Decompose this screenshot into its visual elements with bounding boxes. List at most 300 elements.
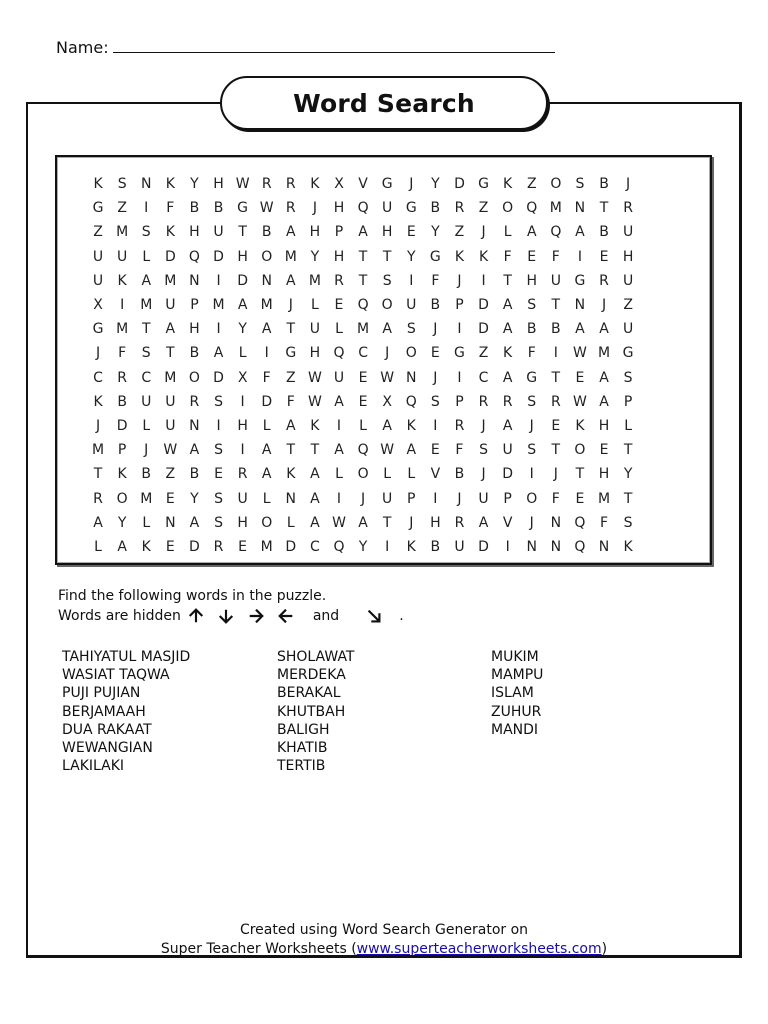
grid-letter[interactable]: U — [141, 393, 152, 410]
grid-letter[interactable]: S — [141, 345, 151, 362]
grid-letter[interactable]: N — [406, 369, 417, 386]
grid-letter[interactable]: I — [216, 321, 221, 338]
grid-letter[interactable]: Y — [310, 248, 320, 265]
grid-letter[interactable]: L — [335, 466, 343, 483]
grid-letter[interactable]: O — [381, 297, 393, 314]
grid-letter[interactable]: S — [214, 393, 223, 410]
grid-letter[interactable]: K — [310, 176, 320, 193]
grid-letter[interactable]: W — [332, 514, 346, 531]
grid-letter[interactable]: A — [261, 321, 272, 338]
grid-letter[interactable]: N — [189, 272, 200, 289]
grid-letter[interactable]: H — [213, 176, 224, 193]
grid-letter[interactable]: S — [117, 176, 127, 193]
grid-letter[interactable]: L — [238, 345, 247, 362]
grid-letter[interactable]: F — [262, 369, 271, 386]
grid-letter[interactable]: P — [190, 297, 199, 314]
grid-letter[interactable]: R — [261, 176, 272, 193]
grid-letter[interactable]: R — [189, 393, 200, 410]
grid-letter[interactable]: K — [575, 417, 585, 434]
grid-letter[interactable]: A — [189, 442, 200, 459]
grid-letter[interactable]: J — [457, 490, 462, 507]
grid-letter[interactable]: U — [333, 369, 345, 386]
grid-letter[interactable]: K — [93, 176, 103, 193]
grid-letter[interactable]: E — [358, 369, 368, 386]
grid-letter[interactable]: K — [454, 248, 465, 265]
grid-letter[interactable]: E — [599, 442, 609, 459]
grid-letter[interactable]: F — [118, 345, 127, 362]
grid-letter[interactable]: R — [502, 393, 513, 410]
grid-letter[interactable]: M — [116, 224, 129, 241]
grid-letter[interactable]: I — [433, 417, 438, 434]
grid-letter[interactable]: D — [237, 272, 248, 289]
grid-letter[interactable]: L — [94, 538, 102, 555]
grid-letter[interactable]: Q — [526, 200, 538, 217]
grid-letter[interactable]: A — [382, 417, 392, 434]
grid-letter[interactable]: J — [601, 297, 607, 314]
grid-letter[interactable]: I — [481, 272, 486, 289]
grid-letter[interactable]: M — [284, 248, 297, 265]
grid-letter[interactable]: X — [93, 297, 103, 314]
grid-letter[interactable]: C — [358, 345, 368, 362]
grid-letter[interactable]: L — [503, 224, 512, 241]
grid-letter[interactable]: Q — [357, 200, 369, 217]
grid-letter[interactable]: K — [117, 466, 127, 483]
grid-letter[interactable]: G — [381, 176, 393, 193]
grid-letter[interactable]: Q — [550, 224, 562, 241]
grid-letter[interactable]: B — [189, 466, 200, 483]
grid-letter[interactable]: W — [259, 200, 274, 217]
grid-letter[interactable]: J — [529, 514, 534, 531]
grid-letter[interactable]: W — [307, 393, 322, 410]
grid-letter[interactable]: N — [574, 297, 586, 314]
grid-letter[interactable]: U — [165, 417, 176, 434]
grid-letter[interactable]: F — [286, 393, 295, 410]
grid-letter[interactable]: E — [430, 442, 440, 459]
grid-letter[interactable]: E — [575, 369, 585, 386]
grid-letter[interactable]: W — [380, 442, 395, 459]
grid-letter[interactable]: E — [575, 490, 585, 507]
grid-letter[interactable]: S — [214, 514, 223, 531]
grid-letter[interactable]: Z — [478, 200, 489, 217]
grid-letter[interactable]: A — [502, 321, 513, 338]
grid-letter[interactable]: T — [310, 442, 320, 459]
grid-letter[interactable]: X — [334, 176, 344, 193]
grid-letter[interactable]: I — [385, 538, 390, 555]
grid-letter[interactable]: F — [551, 248, 560, 265]
grid-letter[interactable]: W — [573, 393, 587, 410]
grid-letter[interactable]: O — [550, 176, 562, 193]
grid-letter[interactable]: L — [262, 490, 271, 507]
grid-letter[interactable]: U — [213, 224, 224, 241]
grid-letter[interactable]: N — [598, 538, 610, 555]
grid-letter[interactable]: B — [599, 176, 609, 193]
grid-letter[interactable]: B — [454, 466, 465, 483]
grid-letter[interactable]: J — [361, 490, 366, 507]
grid-letter[interactable]: F — [527, 345, 536, 362]
grid-letter[interactable]: K — [93, 393, 103, 410]
grid-letter[interactable]: J — [553, 466, 558, 483]
grid-letter[interactable]: D — [213, 369, 224, 386]
grid-letter[interactable]: A — [141, 272, 152, 289]
grid-letter[interactable]: T — [623, 490, 633, 507]
grid-letter[interactable]: K — [503, 176, 513, 193]
grid-letter[interactable]: B — [430, 200, 441, 217]
grid-letter[interactable]: T — [551, 442, 561, 459]
grid-letter[interactable]: R — [93, 490, 103, 507]
grid-letter[interactable]: P — [503, 490, 512, 507]
grid-letter[interactable]: E — [214, 466, 223, 483]
grid-letter[interactable]: A — [261, 466, 272, 483]
grid-letter[interactable]: U — [165, 393, 176, 410]
grid-letter[interactable]: B — [117, 393, 127, 410]
grid-letter[interactable]: T — [382, 514, 392, 531]
grid-letter[interactable]: L — [624, 417, 633, 434]
grid-letter[interactable]: U — [117, 248, 128, 265]
grid-letter[interactable]: C — [141, 369, 152, 386]
website-link[interactable]: www.superteacherworksheets.com — [356, 941, 602, 957]
grid-letter[interactable]: F — [599, 514, 609, 531]
grid-letter[interactable]: U — [92, 272, 104, 289]
grid-letter[interactable]: J — [144, 442, 149, 459]
grid-letter[interactable]: S — [527, 297, 537, 314]
grid-letter[interactable]: O — [502, 200, 514, 217]
grid-letter[interactable]: H — [309, 224, 321, 241]
grid-letter[interactable]: H — [430, 514, 441, 531]
grid-letter[interactable]: K — [406, 538, 416, 555]
grid-letter[interactable]: A — [165, 321, 176, 338]
grid-letter[interactable]: W — [573, 345, 587, 362]
grid-letter[interactable]: Z — [478, 345, 489, 362]
grid-letter[interactable]: A — [310, 466, 320, 483]
grid-letter[interactable]: A — [478, 514, 489, 531]
grid-letter[interactable]: G — [574, 272, 586, 289]
grid-letter[interactable]: A — [334, 442, 344, 459]
grid-letter[interactable]: S — [527, 442, 537, 459]
grid-letter[interactable]: P — [623, 393, 633, 410]
grid-letter[interactable]: I — [216, 417, 221, 434]
grid-letter[interactable]: L — [286, 514, 295, 531]
grid-letter[interactable]: H — [622, 248, 634, 265]
grid-letter[interactable]: D — [261, 393, 273, 410]
grid-letter[interactable]: R — [213, 538, 224, 555]
grid-letter[interactable]: D — [116, 417, 128, 434]
grid-letter[interactable]: E — [406, 224, 416, 241]
grid-letter[interactable]: A — [502, 417, 513, 434]
grid-letter[interactable]: X — [382, 393, 392, 410]
grid-letter[interactable]: J — [481, 224, 486, 241]
grid-letter[interactable]: R — [285, 200, 296, 217]
grid-letter[interactable]: L — [142, 514, 151, 531]
grid-letter[interactable]: S — [214, 490, 223, 507]
grid-letter[interactable]: T — [382, 248, 392, 265]
grid-letter[interactable]: P — [117, 442, 127, 459]
grid-letter[interactable]: T — [575, 466, 585, 483]
grid-letter[interactable]: Q — [574, 514, 586, 531]
grid-letter[interactable]: I — [216, 272, 221, 289]
grid-letter[interactable]: A — [213, 345, 224, 362]
grid-letter[interactable]: S — [623, 369, 633, 386]
grid-letter[interactable]: Y — [623, 466, 633, 483]
grid-letter[interactable]: D — [285, 538, 297, 555]
grid-letter[interactable]: R — [454, 417, 465, 434]
grid-letter[interactable]: C — [93, 369, 103, 386]
grid-letter[interactable]: A — [599, 369, 609, 386]
grid-letter[interactable]: B — [551, 321, 561, 338]
grid-letter[interactable]: Q — [357, 297, 369, 314]
grid-letter[interactable]: E — [165, 538, 175, 555]
grid-letter[interactable]: I — [264, 345, 269, 362]
grid-letter[interactable]: G — [92, 321, 104, 338]
grid-letter[interactable]: G — [478, 176, 489, 193]
grid-letter[interactable]: R — [117, 369, 127, 386]
grid-letter[interactable]: H — [237, 514, 248, 531]
grid-letter[interactable]: Q — [188, 248, 200, 265]
grid-letter[interactable]: P — [455, 393, 464, 410]
grid-letter[interactable]: Z — [623, 297, 633, 314]
grid-letter[interactable]: A — [526, 224, 537, 241]
grid-letter[interactable]: U — [382, 200, 393, 217]
grid-letter[interactable]: C — [478, 369, 489, 386]
grid-letter[interactable]: H — [526, 272, 537, 289]
grid-letter[interactable]: T — [551, 369, 561, 386]
grid-letter[interactable]: N — [189, 417, 200, 434]
grid-letter[interactable]: N — [165, 514, 176, 531]
grid-letter[interactable]: A — [358, 514, 368, 531]
grid-letter[interactable]: Q — [574, 538, 586, 555]
grid-letter[interactable]: J — [409, 176, 414, 193]
grid-letter[interactable]: S — [430, 393, 440, 410]
grid-letter[interactable]: N — [285, 490, 297, 507]
grid-letter[interactable]: I — [336, 490, 342, 507]
grid-letter[interactable]: B — [213, 200, 224, 217]
grid-letter[interactable]: J — [433, 321, 438, 338]
grid-letter[interactable]: N — [550, 514, 562, 531]
grid-letter[interactable]: K — [286, 466, 296, 483]
grid-letter[interactable]: I — [457, 321, 462, 338]
grid-letter[interactable]: P — [334, 224, 344, 241]
grid-letter[interactable]: P — [455, 297, 464, 314]
grid-letter[interactable]: S — [527, 393, 537, 410]
grid-letter[interactable]: O — [188, 369, 200, 386]
grid-letter[interactable]: K — [165, 224, 175, 241]
grid-letter[interactable]: K — [503, 345, 513, 362]
grid-letter[interactable]: R — [478, 393, 489, 410]
grid-letter[interactable]: Q — [405, 393, 417, 410]
grid-letter[interactable]: U — [237, 490, 248, 507]
grid-letter[interactable]: Z — [165, 466, 176, 483]
grid-letter[interactable]: B — [189, 345, 200, 362]
grid-letter[interactable]: D — [478, 538, 489, 555]
grid-letter[interactable]: R — [334, 272, 344, 289]
grid-letter[interactable]: S — [214, 442, 223, 459]
grid-letter[interactable]: A — [93, 514, 103, 531]
grid-letter[interactable]: A — [261, 442, 272, 459]
grid-letter[interactable]: J — [385, 345, 390, 362]
grid-letter[interactable]: T — [551, 297, 561, 314]
grid-letter[interactable]: I — [433, 490, 438, 507]
grid-letter[interactable]: N — [261, 272, 272, 289]
grid-letter[interactable]: B — [430, 538, 441, 555]
grid-letter[interactable]: U — [92, 248, 104, 265]
grid-letter[interactable]: Z — [286, 369, 296, 386]
grid-letter[interactable]: T — [286, 442, 296, 459]
grid-letter[interactable]: L — [407, 466, 416, 483]
grid-letter[interactable]: N — [140, 176, 152, 193]
grid-letter[interactable]: G — [526, 369, 538, 386]
grid-letter[interactable]: F — [431, 272, 440, 289]
grid-letter[interactable]: F — [455, 442, 464, 459]
grid-letter[interactable]: J — [481, 466, 486, 483]
grid-letter[interactable]: M — [140, 297, 153, 314]
grid-letter[interactable]: K — [141, 538, 151, 555]
grid-letter[interactable]: U — [382, 490, 393, 507]
grid-letter[interactable]: Q — [357, 442, 369, 459]
grid-letter[interactable]: N — [526, 538, 537, 555]
grid-letter[interactable]: L — [142, 248, 151, 265]
grid-letter[interactable]: O — [261, 248, 273, 265]
grid-letter[interactable]: D — [213, 248, 224, 265]
grid-letter[interactable]: E — [599, 248, 609, 265]
grid-letter[interactable]: R — [454, 514, 465, 531]
grid-letter[interactable]: I — [336, 417, 342, 434]
grid-letter[interactable]: L — [142, 417, 151, 434]
grid-letter[interactable]: A — [382, 321, 392, 338]
grid-letter[interactable]: Q — [333, 538, 345, 555]
grid-letter[interactable]: V — [430, 466, 441, 483]
grid-letter[interactable]: A — [310, 514, 320, 531]
grid-letter[interactable]: M — [597, 345, 611, 362]
grid-letter[interactable]: I — [120, 297, 125, 314]
grid-letter[interactable]: U — [406, 297, 417, 314]
grid-letter[interactable]: K — [623, 538, 633, 555]
grid-letter[interactable]: G — [285, 345, 297, 362]
grid-letter[interactable]: D — [478, 321, 489, 338]
grid-letter[interactable]: Y — [190, 176, 199, 193]
grid-letter[interactable]: U — [622, 321, 634, 338]
grid-letter[interactable]: Q — [333, 345, 345, 362]
grid-letter[interactable]: Z — [454, 224, 465, 241]
grid-letter[interactable]: J — [529, 417, 534, 434]
grid-letter[interactable]: B — [141, 466, 152, 483]
grid-letter[interactable]: G — [405, 200, 417, 217]
grid-letter[interactable]: S — [575, 176, 585, 193]
grid-letter[interactable]: H — [381, 224, 393, 241]
grid-letter[interactable]: H — [189, 224, 200, 241]
grid-letter[interactable]: M — [308, 272, 321, 289]
grid-letter[interactable]: A — [575, 321, 585, 338]
grid-letter[interactable]: K — [165, 176, 175, 193]
grid-letter[interactable]: R — [599, 272, 609, 289]
grid-letter[interactable]: S — [623, 514, 633, 531]
grid-letter[interactable]: V — [358, 176, 368, 193]
grid-letter[interactable]: A — [502, 369, 513, 386]
grid-letter[interactable]: F — [503, 248, 512, 265]
grid-letter[interactable]: O — [574, 442, 586, 459]
grid-letter[interactable]: A — [286, 417, 296, 434]
grid-letter[interactable]: I — [505, 538, 510, 555]
grid-letter[interactable]: W — [380, 369, 395, 386]
grid-letter[interactable]: B — [261, 224, 272, 241]
grid-letter[interactable]: G — [454, 345, 465, 362]
grid-letter[interactable]: Z — [93, 224, 103, 241]
grid-letter[interactable]: J — [457, 272, 462, 289]
grid-letter[interactable]: T — [358, 272, 368, 289]
grid-letter[interactable]: E — [238, 538, 248, 555]
grid-letter[interactable]: K — [117, 272, 127, 289]
grid-letter[interactable]: U — [165, 297, 176, 314]
grid-letter[interactable]: J — [481, 417, 486, 434]
grid-letter[interactable]: J — [626, 176, 631, 193]
grid-letter[interactable]: I — [553, 345, 558, 362]
grid-letter[interactable]: I — [240, 393, 245, 410]
grid-letter[interactable]: H — [333, 200, 345, 217]
grid-letter[interactable]: M — [260, 297, 273, 314]
grid-letter[interactable]: T — [238, 224, 247, 241]
grid-letter[interactable]: I — [457, 369, 462, 386]
grid-letter[interactable]: Y — [358, 538, 368, 555]
grid-letter[interactable]: I — [577, 248, 582, 265]
grid-letter[interactable]: S — [479, 442, 488, 459]
grid-letter[interactable]: A — [117, 538, 127, 555]
grid-letter[interactable]: Y — [117, 514, 127, 531]
grid-letter[interactable]: E — [165, 490, 175, 507]
grid-letter[interactable]: W — [235, 176, 250, 193]
grid-letter[interactable]: M — [140, 490, 153, 507]
grid-letter[interactable]: M — [357, 321, 370, 338]
grid-letter[interactable]: I — [240, 442, 245, 459]
grid-letter[interactable]: F — [551, 490, 560, 507]
grid-letter[interactable]: T — [623, 442, 633, 459]
grid-letter[interactable]: H — [237, 248, 248, 265]
grid-letter[interactable]: T — [503, 272, 512, 289]
grid-letter[interactable]: L — [359, 417, 367, 434]
grid-letter[interactable]: R — [285, 176, 296, 193]
grid-letter[interactable]: H — [598, 417, 610, 434]
grid-letter[interactable]: H — [309, 345, 321, 362]
grid-letter[interactable]: T — [599, 200, 609, 217]
grid-letter[interactable]: S — [382, 272, 392, 289]
grid-letter[interactable]: Y — [190, 490, 199, 507]
grid-letter[interactable]: B — [526, 321, 537, 338]
grid-letter[interactable]: M — [92, 442, 105, 459]
grid-letter[interactable]: F — [166, 200, 175, 217]
grid-letter[interactable]: T — [358, 248, 368, 265]
grid-letter[interactable]: Y — [406, 248, 416, 265]
grid-letter[interactable]: W — [307, 369, 322, 386]
grid-letter[interactable]: T — [286, 321, 296, 338]
grid-letter[interactable]: Y — [431, 176, 440, 193]
grid-letter[interactable]: A — [286, 272, 296, 289]
grid-letter[interactable]: R — [454, 200, 465, 217]
grid-letter[interactable]: O — [526, 490, 538, 507]
grid-letter[interactable]: E — [551, 417, 561, 434]
grid-letter[interactable]: G — [237, 200, 249, 217]
grid-letter[interactable]: I — [409, 272, 414, 289]
grid-letter[interactable]: V — [502, 514, 513, 531]
grid-letter[interactable]: A — [406, 442, 417, 459]
grid-letter[interactable]: N — [574, 200, 586, 217]
grid-letter[interactable]: L — [262, 417, 271, 434]
grid-letter[interactable]: D — [189, 538, 200, 555]
grid-letter[interactable]: X — [237, 369, 248, 386]
grid-letter[interactable]: J — [288, 297, 293, 314]
grid-letter[interactable]: U — [622, 272, 634, 289]
grid-letter[interactable]: A — [599, 393, 609, 410]
grid-letter[interactable]: L — [310, 297, 319, 314]
grid-letter[interactable]: L — [335, 321, 343, 338]
grid-letter[interactable]: L — [383, 466, 392, 483]
grid-letter[interactable]: J — [409, 514, 414, 531]
